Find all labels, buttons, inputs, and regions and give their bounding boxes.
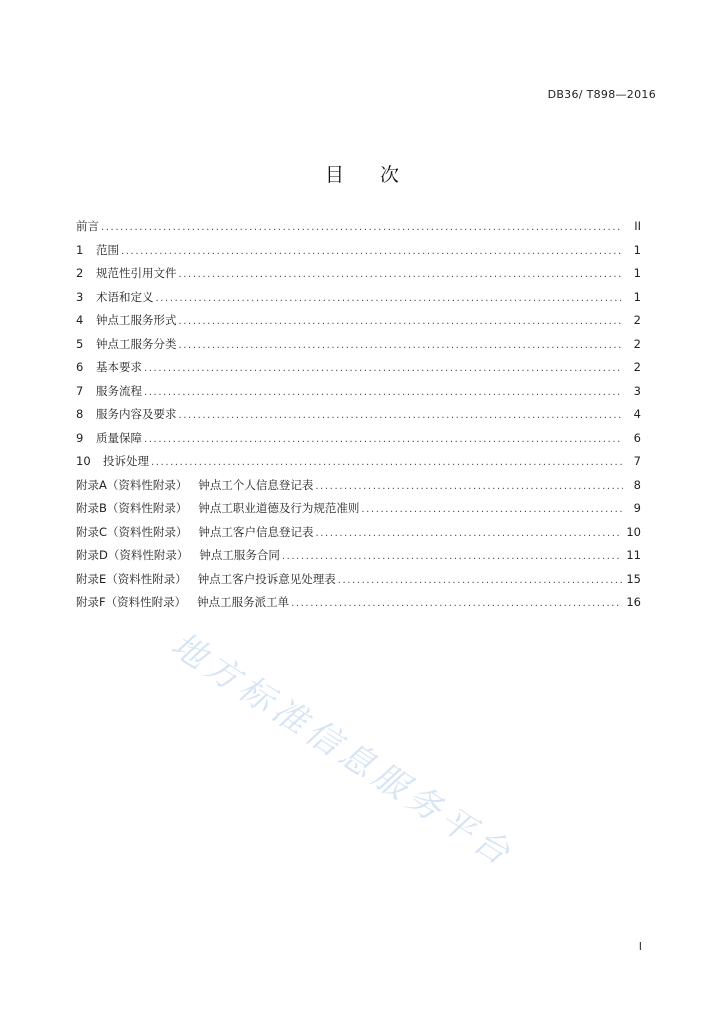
toc-number: 9 xyxy=(76,430,84,445)
toc-page: 1 xyxy=(633,289,641,304)
table-of-contents xyxy=(76,218,641,618)
toc-page: 10 xyxy=(626,524,641,539)
toc-entry-appendix-e[interactable] xyxy=(76,571,641,595)
toc-number: 10 xyxy=(76,454,91,468)
toc-leader xyxy=(144,387,623,398)
toc-entry-appendix-b[interactable] xyxy=(76,500,641,524)
title-char-1: 目 xyxy=(324,164,344,186)
toc-leader xyxy=(179,340,624,351)
toc-page: II xyxy=(634,219,641,233)
toc-page: 8 xyxy=(633,477,641,492)
toc-page: 7 xyxy=(633,454,641,468)
toc-number: 7 xyxy=(76,383,84,398)
toc-page: 2 xyxy=(633,336,641,351)
toc-leader xyxy=(101,222,623,233)
toc-entry-8[interactable] xyxy=(76,406,641,430)
toc-label: 附录A（资料性附录） 钟点工个人信息登记表 xyxy=(76,477,314,492)
toc-leader xyxy=(282,551,623,562)
toc-label: 术语和定义 xyxy=(96,289,154,304)
toc-number: 5 xyxy=(76,336,84,351)
title-char-2: 次 xyxy=(380,164,400,186)
toc-entry-3[interactable] xyxy=(76,289,641,313)
toc-leader xyxy=(338,575,623,586)
toc-entry-5[interactable] xyxy=(76,336,641,360)
toc-leader xyxy=(179,269,624,280)
toc-label: 投诉处理 xyxy=(103,454,149,468)
toc-number: 6 xyxy=(76,360,84,374)
toc-leader xyxy=(144,363,623,374)
toc-entry-1[interactable] xyxy=(76,242,641,266)
toc-label: 钟点工服务分类 xyxy=(96,336,177,351)
toc-entry-foreword[interactable] xyxy=(76,218,641,242)
toc-label: 服务流程 xyxy=(96,383,142,398)
toc-entry-appendix-f[interactable] xyxy=(76,594,641,618)
toc-page: 1 xyxy=(633,242,641,257)
toc-label: 附录B（资料性附录） 钟点工职业道德及行为规范准则 xyxy=(76,501,360,515)
toc-label: 服务内容及要求 xyxy=(96,407,177,421)
toc-label: 前言 xyxy=(76,219,99,233)
toc-label: 范围 xyxy=(96,242,119,257)
toc-leader xyxy=(179,316,624,327)
toc-page: 2 xyxy=(633,360,641,374)
watermark: 地方标准信息服务平台 xyxy=(163,624,522,877)
toc-page: 16 xyxy=(626,595,641,609)
toc-entry-appendix-a[interactable] xyxy=(76,477,641,501)
toc-entry-6[interactable] xyxy=(76,359,641,383)
toc-label: 附录F（资料性附录） 钟点工服务派工单 xyxy=(76,595,290,609)
toc-number: 4 xyxy=(76,313,84,327)
toc-entry-9[interactable] xyxy=(76,430,641,454)
toc-label: 钟点工服务形式 xyxy=(96,313,177,327)
document-code: DB36/ T898—2016 xyxy=(547,88,656,101)
toc-page: 6 xyxy=(633,430,641,445)
toc-page: 15 xyxy=(626,571,641,586)
toc-leader xyxy=(179,410,624,421)
toc-leader xyxy=(156,293,624,304)
toc-number: 8 xyxy=(76,407,84,421)
toc-leader xyxy=(144,434,623,445)
toc-label: 附录D（资料性附录） 钟点工服务合同 xyxy=(76,548,280,562)
toc-page: 3 xyxy=(633,383,641,398)
toc-page: 2 xyxy=(633,313,641,327)
toc-label: 附录C（资料性附录） 钟点工客户信息登记表 xyxy=(76,524,314,539)
toc-label: 附录E（资料性附录） 钟点工客户投诉意见处理表 xyxy=(76,571,336,586)
toc-leader xyxy=(121,246,623,257)
toc-page: 11 xyxy=(626,548,641,562)
toc-entry-2[interactable] xyxy=(76,265,641,289)
toc-entry-4[interactable] xyxy=(76,312,641,336)
toc-leader xyxy=(291,598,622,609)
toc-page: 4 xyxy=(633,407,641,421)
toc-label: 规范性引用文件 xyxy=(96,266,177,280)
toc-entry-appendix-d[interactable] xyxy=(76,547,641,571)
toc-page: 1 xyxy=(633,266,641,280)
toc-number: 1 xyxy=(76,242,84,257)
toc-number: 3 xyxy=(76,289,84,304)
toc-entry-7[interactable] xyxy=(76,383,641,407)
toc-number: 2 xyxy=(76,266,84,280)
toc-leader xyxy=(316,528,623,539)
page-number: I xyxy=(638,940,642,953)
toc-entry-appendix-c[interactable] xyxy=(76,524,641,548)
toc-leader xyxy=(361,504,623,515)
toc-leader xyxy=(315,481,623,492)
toc-leader xyxy=(151,457,623,468)
toc-label: 质量保障 xyxy=(96,430,142,445)
toc-page: 9 xyxy=(633,501,641,515)
page-title xyxy=(0,160,724,187)
toc-entry-10[interactable] xyxy=(76,453,641,477)
toc-label: 基本要求 xyxy=(96,360,142,374)
